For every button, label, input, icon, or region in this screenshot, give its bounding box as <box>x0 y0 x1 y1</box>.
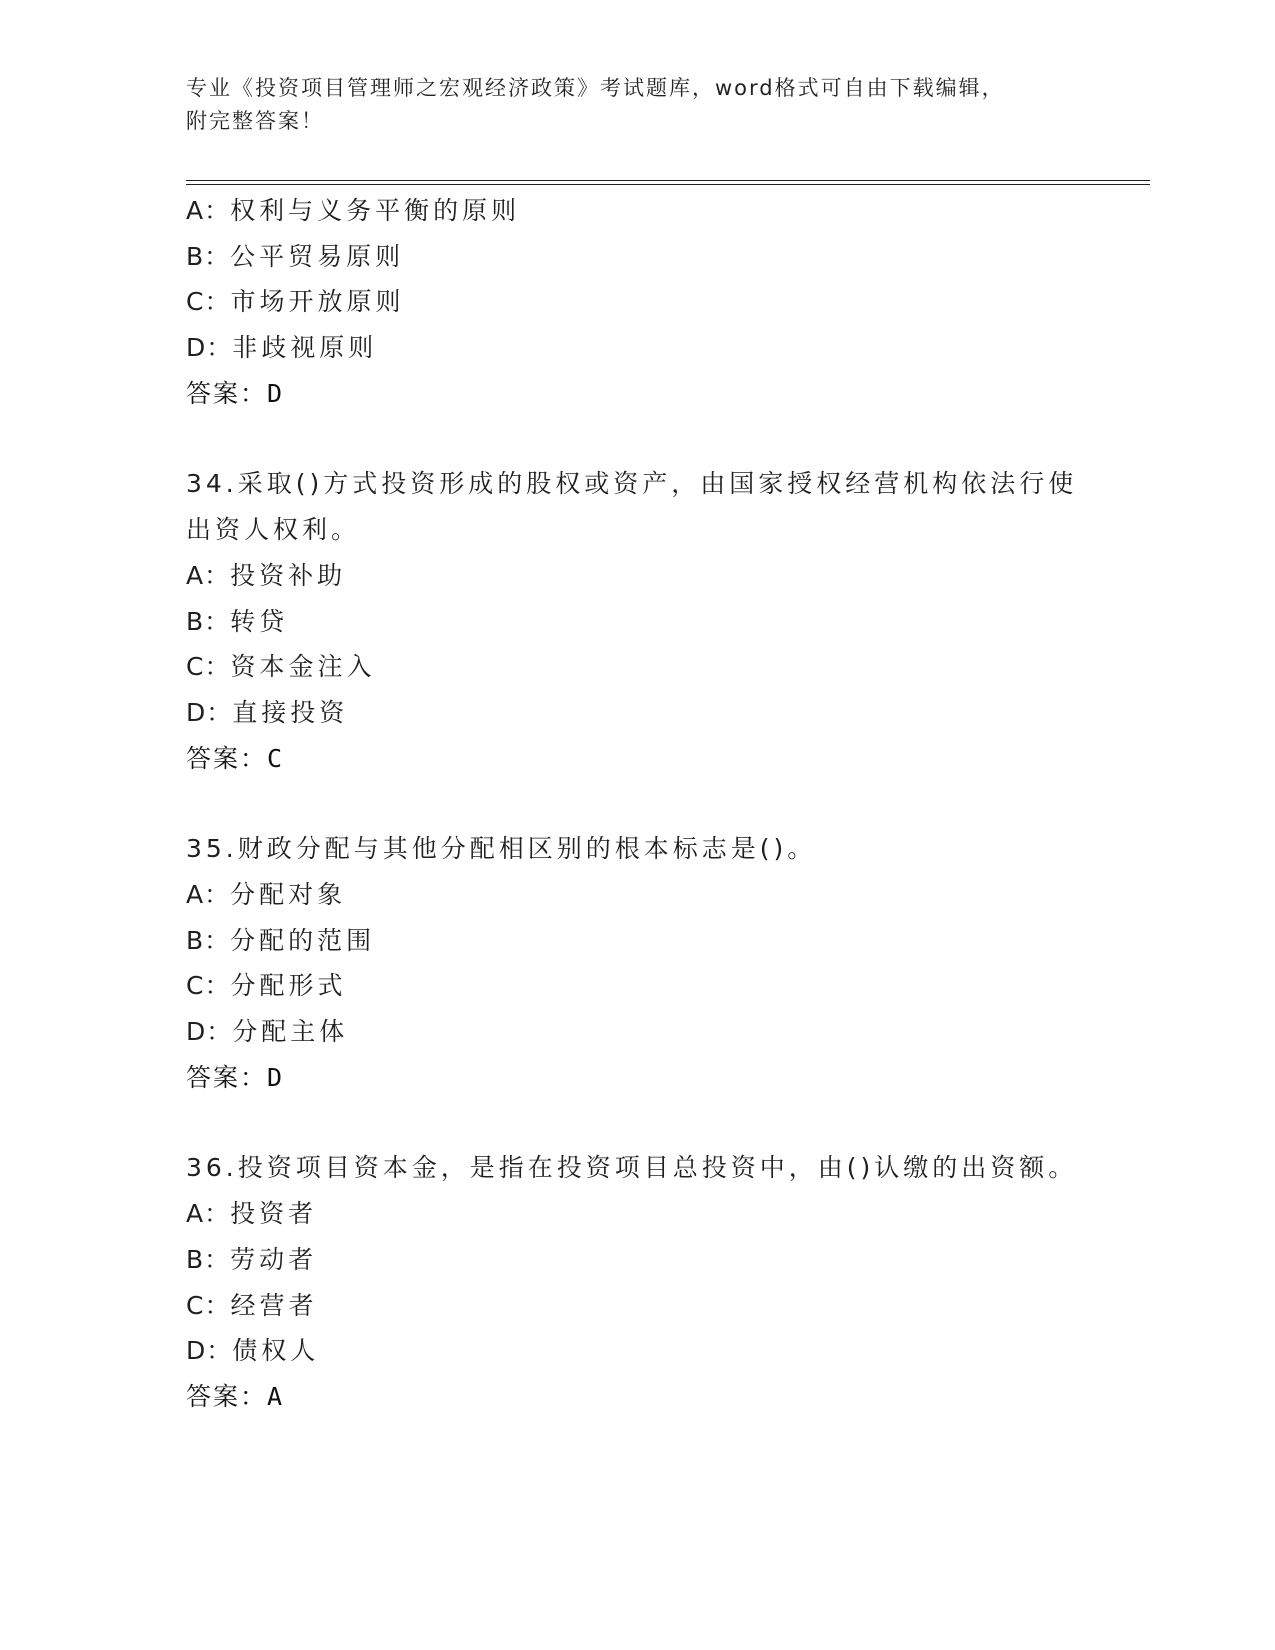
question-34-block <box>186 461 1150 781</box>
option-d: D：债权人 <box>186 1336 320 1366</box>
answer-value: A <box>267 1381 285 1411</box>
header-line-2: 附完整答案！ <box>186 109 324 133</box>
answer-value: D <box>267 378 285 408</box>
option-d: D：分配主体 <box>186 1017 349 1047</box>
question-text: 34.采取()方式投资形成的股权或资产，由国家授权经营机构依法行使 出资人权利。 <box>186 469 1078 545</box>
option-a: A：投资者 <box>186 1199 318 1229</box>
answer-value: C <box>267 743 285 773</box>
question-list <box>186 188 1150 1420</box>
header-line-1: 专业《投资项目管理师之宏观经济政策》考试题库，word格式可自由下载编辑， <box>186 76 1005 100</box>
answer: 答案：D <box>186 1062 285 1092</box>
option-c: C：分配形式 <box>186 971 347 1001</box>
option-c: C：经营者 <box>186 1290 318 1320</box>
answer: 答案：C <box>186 743 285 773</box>
option-c: C：资本金注入 <box>186 652 376 682</box>
option-b: B：转贷 <box>186 606 289 636</box>
option-b: B：公平贸易原则 <box>186 241 405 271</box>
option-a: A：分配对象 <box>186 879 347 909</box>
option-c: C：市场开放原则 <box>186 287 405 317</box>
document-header <box>186 72 1086 138</box>
option-a: A：权利与义务平衡的原则 <box>186 196 521 225</box>
answer: 答案：A <box>186 1381 285 1411</box>
question-36-block <box>186 1145 1150 1419</box>
option-b: B：分配的范围 <box>186 925 376 955</box>
question-text: 35.财政分配与其他分配相区别的根本标志是()。 <box>186 834 817 864</box>
option-a: A：投资补助 <box>186 560 347 590</box>
question-35-block <box>186 826 1150 1100</box>
option-d: D：非歧视原则 <box>186 333 378 363</box>
answer-value: D <box>267 1062 285 1092</box>
question-33-block <box>186 188 1150 416</box>
header-divider <box>186 180 1150 185</box>
question-text: 36.投资项目资本金，是指在投资项目总投资中，由()认缴的出资额。 <box>186 1153 1078 1183</box>
option-b: B：劳动者 <box>186 1244 318 1274</box>
option-d: D：直接投资 <box>186 697 349 727</box>
answer: 答案：D <box>186 378 285 408</box>
